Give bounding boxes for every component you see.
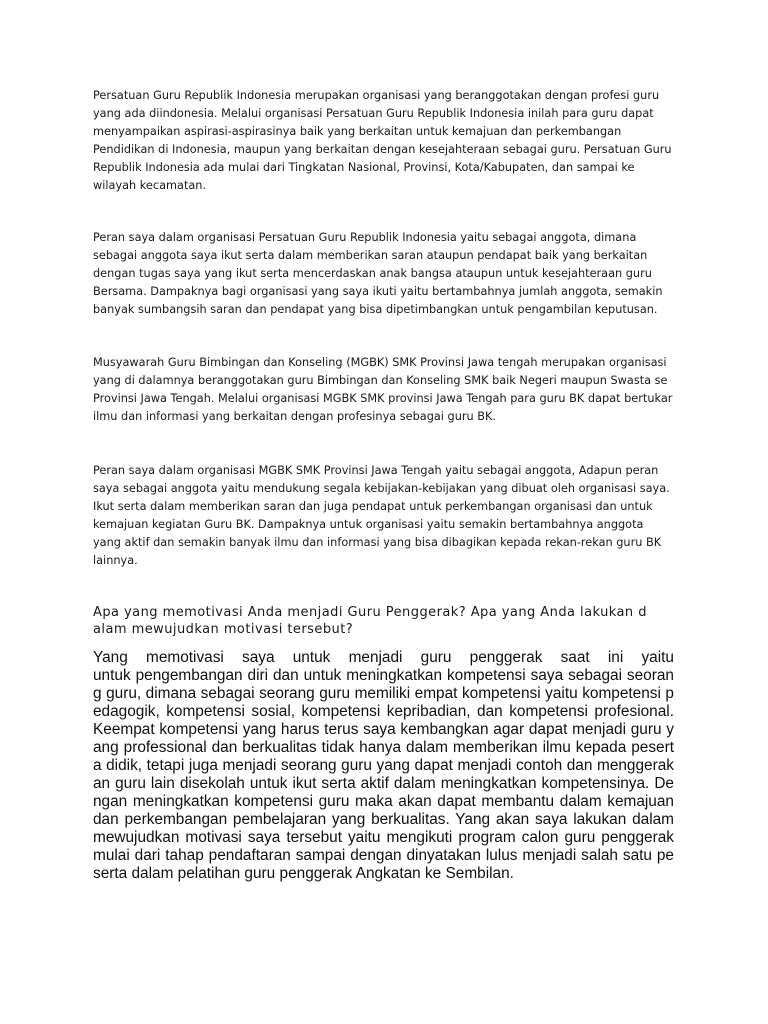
paragraph-pgri-role: Peran saya dalam organisasi Persatuan Guru Republik Indonesia yaitu sebagai anggota, dimana sebagai anggota saya ikut serta dalam memberikan saran ataupun pendapat baik yang berkaitan dengan tugas saya yang ikut serta mencerdaskan anak bangsa ataupun untuk kesejahteraan guru Bersama. Dampaknya bagi organisasi yang saya ikuti yaitu bertambahnya jumlah anggota, semakin banyak sumbangsih saran dan pendapat yang bisa dipetimbangkan untuk pengambilan keputusan. [93, 231, 663, 316]
answer-line: serta dalam pelatihan guru penggerak Angkatan ke Sembilan. [93, 865, 514, 882]
answer-body [93, 649, 674, 883]
answer-line: dan perkembangan pembelajaran yang berkualitas. Yang akan saya lakukan dalam [93, 811, 674, 828]
answer-line: ngan meningkatkan kompetensi guru maka akan dapat membantu dalam kemajuan [93, 793, 674, 810]
answer-line: edagogik, kompetensi sosial, kompetensi kepribadian, dan kompetensi profesional. [93, 703, 674, 720]
answer-line: ang professional dan berkualitas tidak hanya dalam memberikan ilmu kepada pesert [93, 739, 674, 756]
answer-line: Keempat kompetensi yang harus terus saya kembangkan agar dapat menjadi guru y [93, 721, 674, 738]
answer-line: mulai dari tahap pendaftaran sampai dengan dinyatakan lulus menjadi salah satu pe [93, 847, 674, 864]
answer-line: mewujudkan motivasi saya tersebut yaitu mengikuti program calon guru penggerak [93, 829, 674, 846]
answer-line: Yang memotivasi saya untuk menjadi guru penggerak saat ini yaitu [93, 649, 674, 666]
paragraph-pgri-description: Persatuan Guru Republik Indonesia merupakan organisasi yang beranggotakan dengan profesi guru yang ada diindonesia. Melalui organisasi Persatuan Guru Republik Indonesia inilah para guru dapat menyampaikan aspirasi-aspirasinya baik yang berkaitan untuk kemajuan dan perkembangan Pendidikan di Indonesia, maupun yang berkaitan dengan kesejahteraan sebagai guru. Persatuan Guru Republik Indonesia ada mulai dari Tingkatan Nasional, Provinsi, Kota/Kabupaten, dan sampai ke wilayah kecamatan. [93, 89, 672, 192]
answer-line: an guru lain disekolah untuk ikut serta aktif dalam meningkatkan kompetensinya. De [93, 775, 674, 792]
answer-line: g guru, dimana sebagai seorang guru memiliki empat kompetensi yaitu kompetensi p [93, 685, 674, 702]
question-line: Apa yang memotivasi Anda menjadi Guru Penggerak? Apa yang Anda lakukan d [93, 605, 647, 620]
paragraph-mgbk-role: Peran saya dalam organisasi MGBK SMK Provinsi Jawa Tengah yaitu sebagai anggota, Adapun peran saya sebagai anggota yaitu mendukung segala kebijakan-kebijakan yang dibuat oleh organisasi saya. Ikut serta dalam memberikan saran dan juga pendapat untuk perkembangan organisasi dan untuk kemajuan kegiatan Guru BK. Dampaknya untuk organisasi yaitu semakin bertambahnya anggota yang aktif dan semakin banyak ilmu dan informasi yang bisa dibagikan kepada rekan-rekan guru BK lainnya. [93, 464, 670, 567]
question-heading [93, 604, 673, 638]
answer-line: untuk pengembangan diri dan untuk meningkatkan kompetensi saya sebagai seoran [93, 667, 674, 684]
answer-line: a didik, tetapi juga menjadi seorang guru yang dapat menjadi contoh dan menggerak [93, 757, 674, 774]
paragraph-mgbk-description: Musyawarah Guru Bimbingan dan Konseling (MGBK) SMK Provinsi Jawa tengah merupakan organisasi yang di dalamnya beranggotakan guru Bimbingan dan Konseling SMK baik Negeri maupun Swasta se Provinsi Jawa Tengah. Melalui organisasi MGBK SMK provinsi Jawa Tengah para guru BK dapat bertukar ilmu dan informasi yang berkaitan dengan profesinya sebagai guru BK. [93, 356, 673, 423]
question-line: alam mewujudkan motivasi tersebut? [93, 622, 354, 637]
